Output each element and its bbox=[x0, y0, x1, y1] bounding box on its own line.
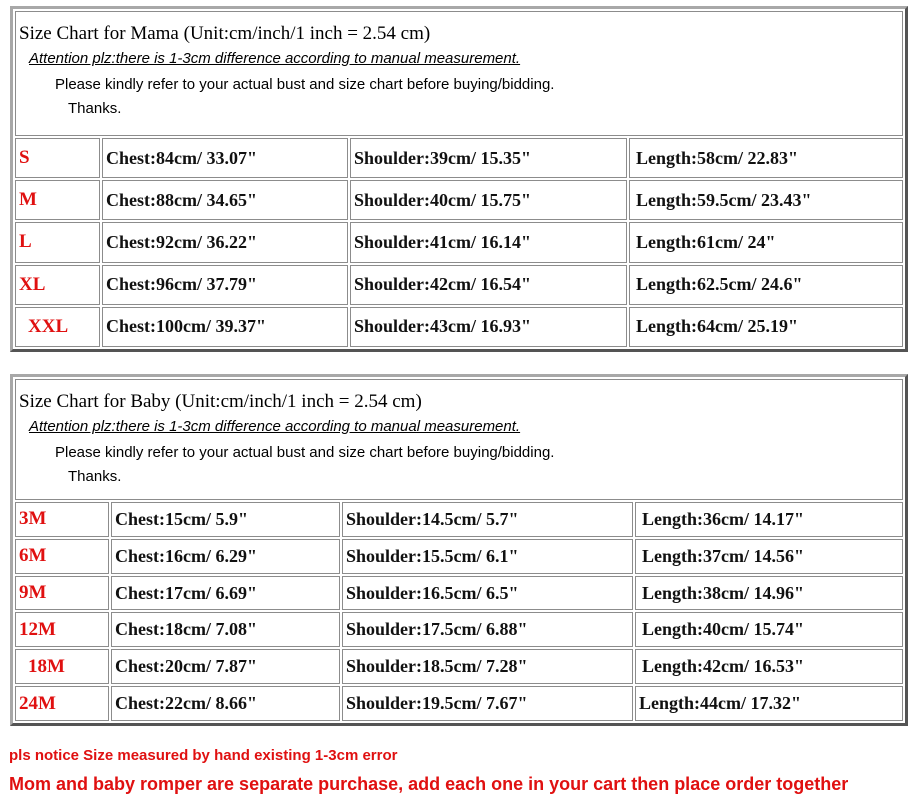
shoulder-cell: Shoulder:42cm/ 16.54" bbox=[350, 265, 627, 305]
shoulder-cell: Shoulder:40cm/ 15.75" bbox=[350, 180, 627, 220]
length-cell: Length:42cm/ 16.53" bbox=[635, 649, 903, 684]
shoulder-cell: Shoulder:43cm/ 16.93" bbox=[350, 307, 627, 347]
mama-header-row bbox=[15, 11, 903, 136]
shoulder-cell: Shoulder:18.5cm/ 7.28" bbox=[342, 649, 633, 684]
chest-cell: Chest:92cm/ 36.22" bbox=[102, 222, 348, 262]
length-cell: Length:36cm/ 14.17" bbox=[635, 502, 903, 537]
table-row bbox=[15, 649, 903, 684]
chest-cell: Chest:100cm/ 39.37" bbox=[102, 307, 348, 347]
baby-chart-title: Size Chart for Baby (Unit:cm/inch/1 inch = 2.54 cm) bbox=[19, 391, 422, 412]
size-label: 9M bbox=[15, 576, 109, 611]
table-row bbox=[15, 180, 903, 220]
shoulder-cell: Shoulder:41cm/ 16.14" bbox=[350, 222, 627, 262]
measurement-notice: pls notice Size measured by hand existing 1-3cm error bbox=[9, 747, 398, 764]
baby-header bbox=[15, 379, 903, 500]
table-row bbox=[15, 686, 903, 721]
size-label: 18M bbox=[15, 649, 109, 684]
table-row bbox=[15, 307, 903, 347]
table-row bbox=[15, 265, 903, 305]
length-cell: Length:62.5cm/ 24.6" bbox=[629, 265, 903, 305]
shoulder-cell: Shoulder:39cm/ 15.35" bbox=[350, 138, 627, 178]
chest-cell: Chest:16cm/ 6.29" bbox=[111, 539, 340, 574]
length-cell: Length:59.5cm/ 23.43" bbox=[629, 180, 903, 220]
table-row bbox=[15, 612, 903, 647]
length-cell: Length:40cm/ 15.74" bbox=[635, 612, 903, 647]
mama-attention-note: Attention plz:there is 1-3cm difference according to manual measurement. bbox=[29, 50, 521, 67]
size-label: L bbox=[15, 222, 100, 262]
shoulder-cell: Shoulder:14.5cm/ 5.7" bbox=[342, 502, 633, 537]
size-label: 3M bbox=[15, 502, 109, 537]
size-label: S bbox=[15, 138, 100, 178]
size-label: M bbox=[15, 180, 100, 220]
size-label: XL bbox=[15, 265, 100, 305]
mama-header bbox=[15, 11, 903, 136]
baby-attention-note: Attention plz:there is 1-3cm difference according to manual measurement. bbox=[29, 418, 521, 435]
length-cell: Length:64cm/ 25.19" bbox=[629, 307, 903, 347]
table-row bbox=[15, 502, 903, 537]
size-label: XXL bbox=[15, 307, 100, 347]
size-label: 6M bbox=[15, 539, 109, 574]
chest-cell: Chest:96cm/ 37.79" bbox=[102, 265, 348, 305]
baby-size-chart bbox=[10, 374, 908, 726]
chest-cell: Chest:18cm/ 7.08" bbox=[111, 612, 340, 647]
size-label: 12M bbox=[15, 612, 109, 647]
shoulder-cell: Shoulder:19.5cm/ 7.67" bbox=[342, 686, 633, 721]
chest-cell: Chest:88cm/ 34.65" bbox=[102, 180, 348, 220]
table-row bbox=[15, 539, 903, 574]
chest-cell: Chest:20cm/ 7.87" bbox=[111, 649, 340, 684]
length-cell: Length:37cm/ 14.56" bbox=[635, 539, 903, 574]
baby-refer-note: Please kindly refer to your actual bust and size chart before buying/bidding. bbox=[55, 444, 555, 461]
shoulder-cell: Shoulder:17.5cm/ 6.88" bbox=[342, 612, 633, 647]
length-cell: Length:44cm/ 17.32" bbox=[635, 686, 903, 721]
mama-size-chart bbox=[10, 6, 908, 352]
length-cell: Length:61cm/ 24" bbox=[629, 222, 903, 262]
length-cell: Length:58cm/ 22.83" bbox=[629, 138, 903, 178]
purchase-notice: Mom and baby romper are separate purchase, add each one in your cart then place order together bbox=[9, 774, 849, 794]
shoulder-cell: Shoulder:15.5cm/ 6.1" bbox=[342, 539, 633, 574]
chest-cell: Chest:15cm/ 5.9" bbox=[111, 502, 340, 537]
table-row bbox=[15, 222, 903, 262]
mama-refer-note: Please kindly refer to your actual bust and size chart before buying/bidding. bbox=[55, 76, 555, 93]
chest-cell: Chest:22cm/ 8.66" bbox=[111, 686, 340, 721]
table-row bbox=[15, 576, 903, 611]
size-label: 24M bbox=[15, 686, 109, 721]
length-cell: Length:38cm/ 14.96" bbox=[635, 576, 903, 611]
mama-thanks: Thanks. bbox=[68, 100, 122, 117]
shoulder-cell: Shoulder:16.5cm/ 6.5" bbox=[342, 576, 633, 611]
chest-cell: Chest:17cm/ 6.69" bbox=[111, 576, 340, 611]
chest-cell: Chest:84cm/ 33.07" bbox=[102, 138, 348, 178]
table-row bbox=[15, 138, 903, 178]
baby-header-row bbox=[15, 379, 903, 500]
baby-thanks: Thanks. bbox=[68, 468, 122, 485]
mama-chart-title: Size Chart for Mama (Unit:cm/inch/1 inch = 2.54 cm) bbox=[19, 23, 431, 44]
